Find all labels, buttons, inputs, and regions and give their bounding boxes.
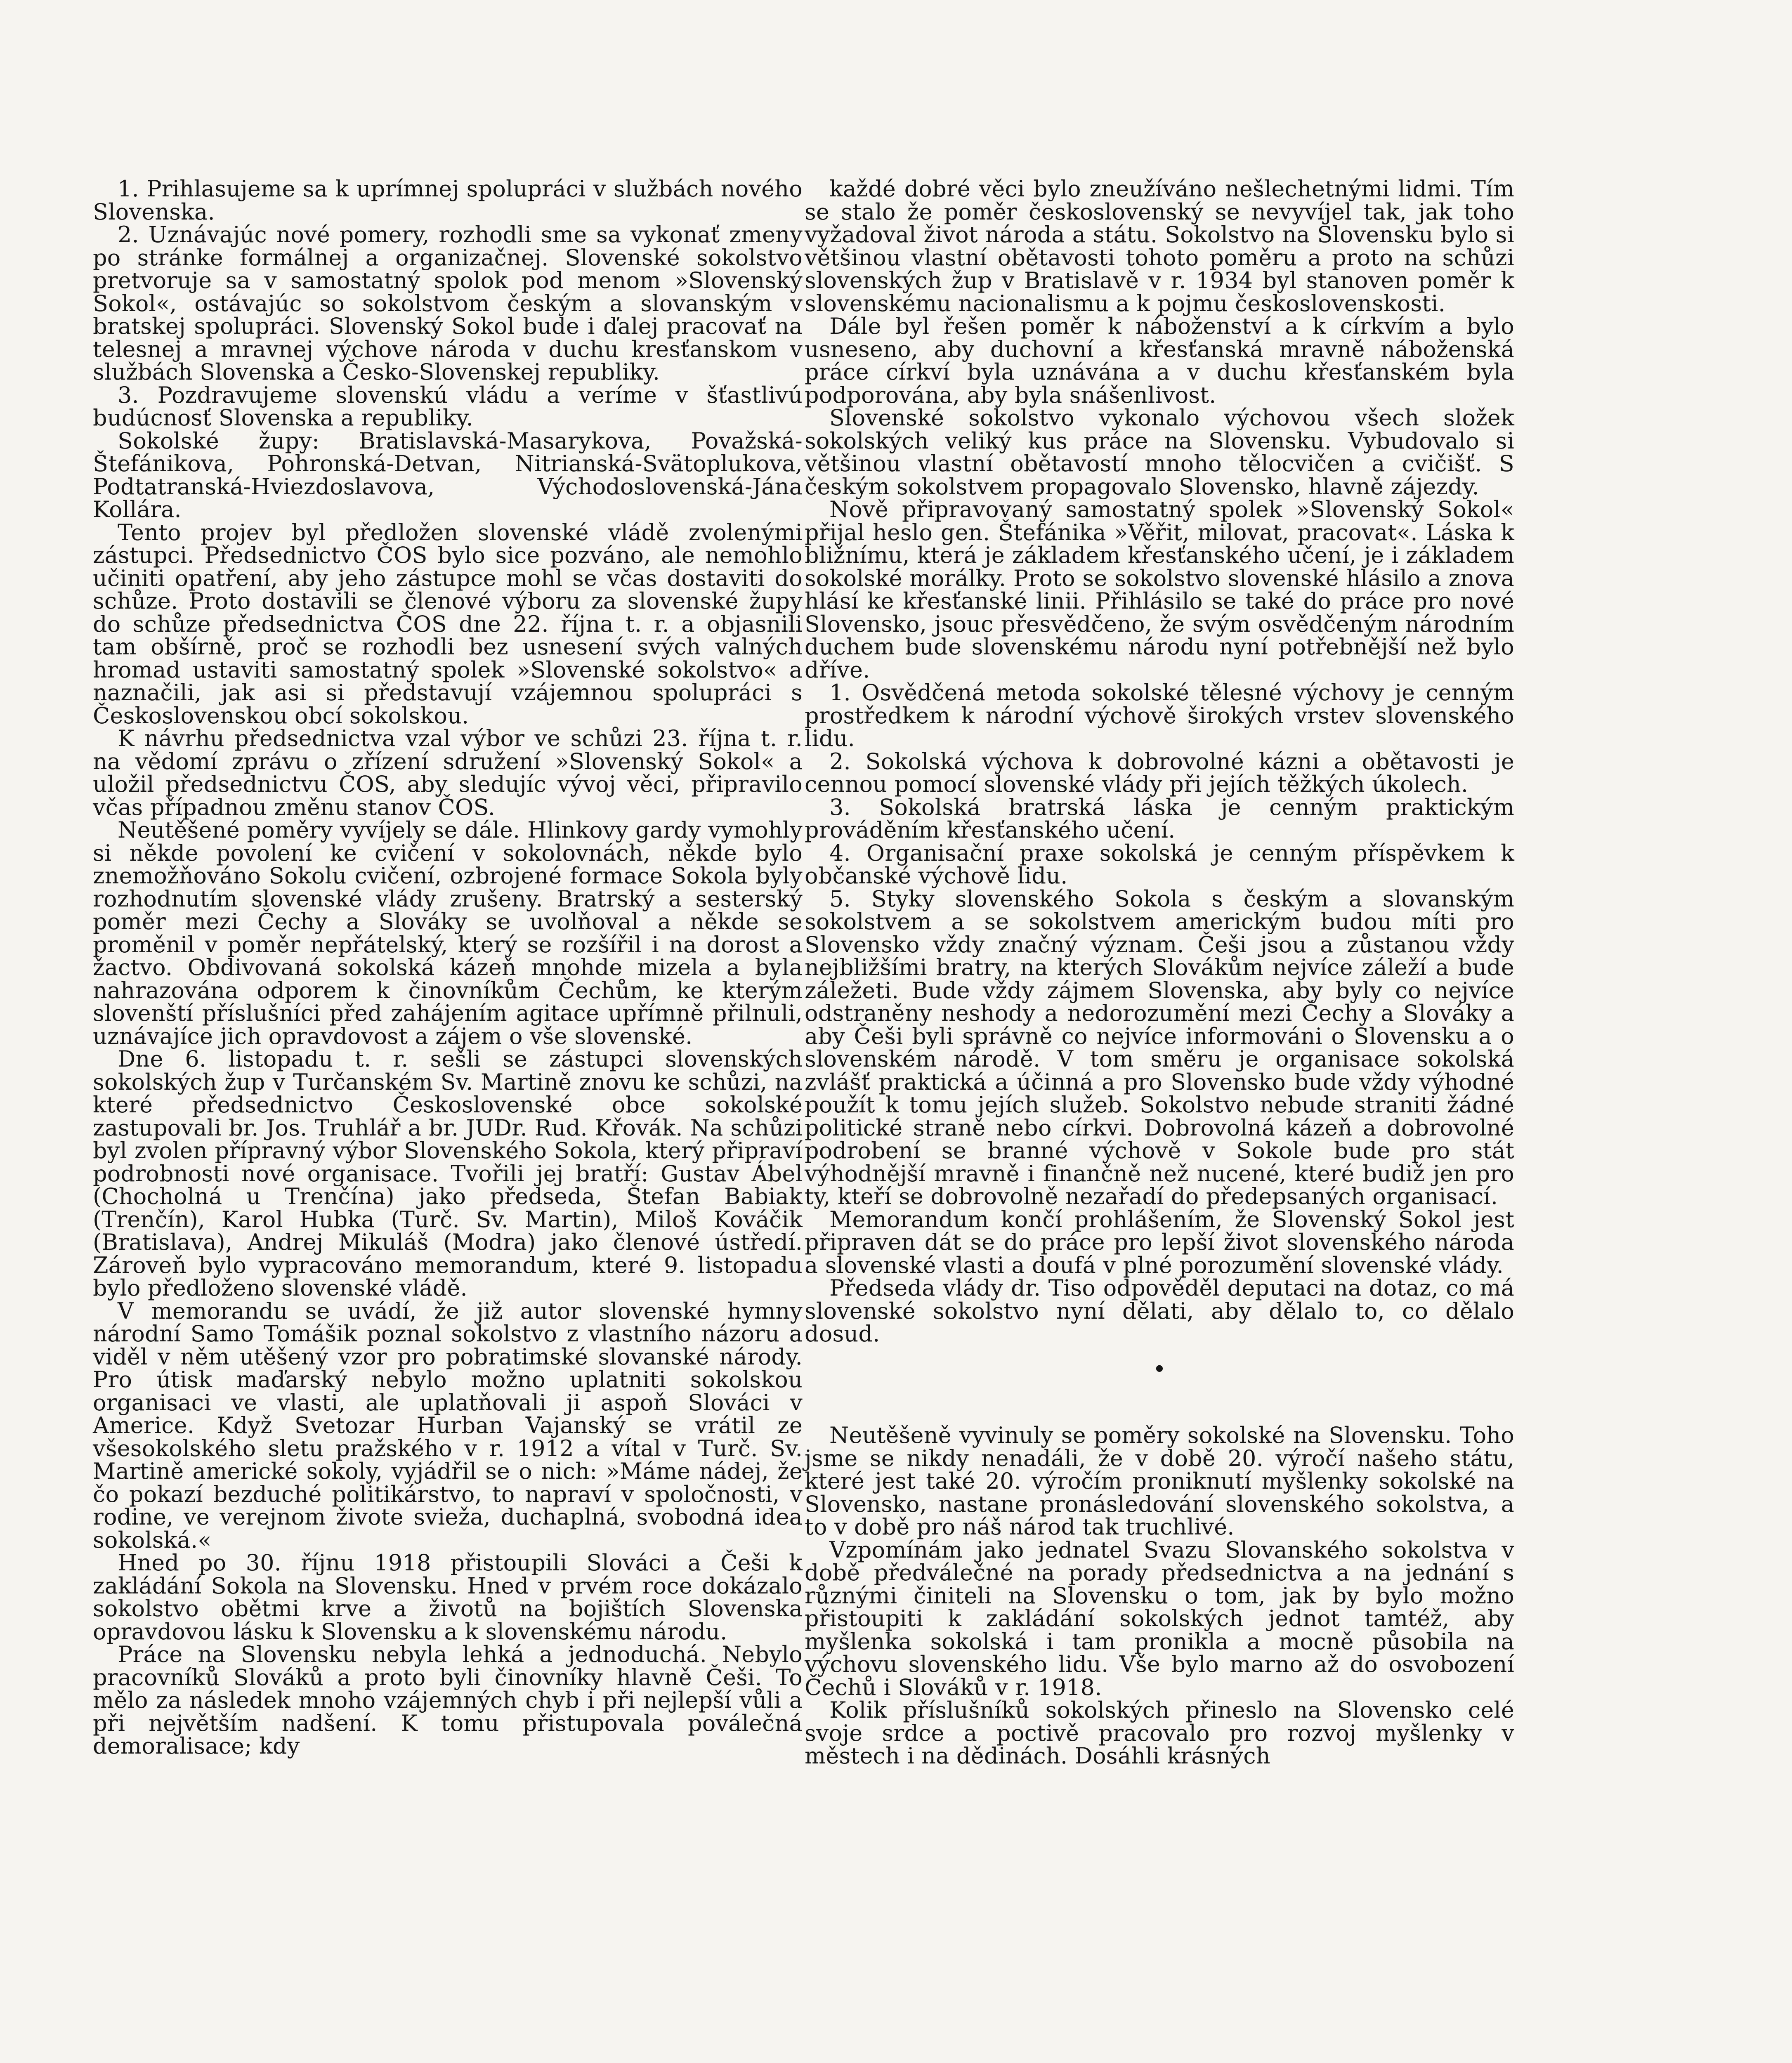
paragraph: Dne 6. listopadu t. r. sešli se zástupci slovenských sokolských žup v Turčanském Sv. Martině znovu ke schůzi, na které předsednictvo Československé obce sokolské zastupovali br. Jos. Truhlář a br. JUDr. Rud. Křovák. Na schůzi byl zvolen přípravný výbor Slovenského Sokola, který připraví podrobnosti nové organisace. Tvořili jej bratří: Gustav Ábel (Chocholná u Trenčína) jako předseda, Štefan Babiak (Trenčín), Karol Hubka (Turč. Sv. Martin), Miloš Kováčik (Bratislava), Andrej Mikuláš (Modra) jako členové ústředí. Zároveň bylo vypracováno memorandum, které 9. listopadu bylo předloženo slovenské vládě. [93,1046,803,1301]
paragraph: K návrhu předsednictva vzal výbor ve schůzi 23. října t. r. na vědomí zprávu o zřízení sdružení »Slovenský Sokol« a uložil předsednictvu ČOS, aby sledujíc vývoj věci, připravilo včas případnou změnu stanov ČOS. [93,725,803,820]
paragraph: 3. Pozdravujeme slovenskú vládu a veríme v šťastlivú budúcnosť Slovenska a republiky. [93,382,803,431]
paragraph: Neutěšeně vyvinuly se poměry sokolské na Slovensku. Toho jsme se nikdy nenadáli, že v době 20. výročí našeho státu, které jest také 20. výročím proniknutí myšlenky sokolské na Slovensko, nastane pronásledování slovenského sokolstva, a to v době pro náš národ tak truchlivé. [805,1422,1514,1540]
paragraph: Memorandum končí prohlášením, že Slovenský Sokol jest připraven dát se do práce pro lepší život slovenského národa a slovenské vlasti a doufá v plné porozumění slovenské vlády. [805,1206,1514,1278]
paragraph: Vzpomínám jako jednatel Svazu Slovanského sokolstva v době předválečné na porady předsednictva a na jednání s různými činiteli na Slovensku o tom, jak by bylo možno přistoupiti k zakládání sokolských jednot tamtéž, aby myšlenka sokolská i tam pronikla a mocně působila na výchovu slovenského lidu. Vše bylo marno až do osvobození Čechů i Slováků v r. 1918. [805,1537,1514,1700]
paragraph: Neutěšené poměry vyvíjely se dále. Hlinkovy gardy vymohly si někde povolení ke cvičení v sokolovnách, někde bylo znemožňováno Sokolu cvičení, ozbrojené formace Sokola byly rozhodnutím slovenské vlády zrušeny. Bratrský a sesterský poměr mezi Čechy a Slováky se uvolňoval a někde se proměnil v poměr nepřátelský, který se rozšířil i na dorost a žactvo. Obdivovaná sokolská kázeň mnohde mizela a byla nahrazována odporem k činovníkům Čechům, ke kterým slovenští příslušníci před zahájením agitace upřímně přilnuli, uznávajíce jich opravdovost a zájem o vše slovenské. [93,817,803,1049]
paragraph: 5. Styky slovenského Sokola s českým a slovanským sokolstvem a se sokolstvem americkým budou míti pro Slovensko vždy značný význam. Češi jsou a zůstanou vždy nejbližšími bratry, na kterých Slovákům nejvíce záleží a bude záležeti. Bude vždy zájmem Slovenska, aby byly co nejvíce odstraněny neshody a nedorozumění mezi Čechy a Slováky a aby Češi byli správně co nejvíce informováni o Slovensku a o slovenském národě. V tom směru je organisace sokolská zvlášť praktická a účinná a pro Slovensko bude vždy výhodné použít k tomu jejích služeb. Sokolstvo nebude straniti žádné politické straně nebo církvi. Dobrovolná kázeň a dobrovolné podrobení se branné výchově v Sokole bude pro stát výhodnější mravně i finančně než nucené, které budiž jen pro ty, kteří se dobrovolně nezařadí do předepsaných organisací. [805,885,1514,1209]
paragraph: Dále byl řešen poměr k náboženství a k církvím a bylo usneseno, aby duchovní a křesťanská mravně náboženská práce církví byla uznávána a v duchu křesťanském byla podporována, aby byla snášenlivost. [805,313,1514,408]
paragraph: 4. Organisační praxe sokolská je cenným příspěvkem k občanské výchově lidu. [805,840,1514,889]
paragraph: každé dobré věci bylo zneužíváno nešlechetnými lidmi. Tím se stalo že poměr československý se nevyvíjel tak, jak toho vyžadoval život národa a státu. Sokolstvo na Slovensku bylo si většinou vlastní obětavosti tohoto poměru a proto na schůzi slovenských žup v Bratislavě v r. 1934 byl stanoven poměr k slovenskému nacionalismu a k pojmu československosti. [805,176,1514,316]
left-column [93,177,803,1758]
paragraph: Tento projev byl předložen slovenské vládě zvolenými zástupci. Předsednictvo ČOS bylo sice pozváno, ale nemohlo učiniti opatření, aby jeho zástupce mohl se včas dostaviti do schůze. Proto dostavili se členové výboru za slovenské župy do schůze předsednictva ČOS dne 22. října t. r. a objasnili tam obšírně, proč se rozhodli bez usnesení svých valných hromad ustaviti samostatný spolek »Slovenské sokolstvo« a naznačili, jak asi si představují vzájemnou spolupráci s Československou obcí sokolskou. [93,519,803,729]
paragraph: Sokolské župy: Bratislavská-Masarykova, Považská-Štefánikova, Pohronská-Detvan, Nitrianská-Svätoplukova, Podtatranská-Hviezdoslavova, Východoslovenská-Jána Kollára. [93,427,803,522]
paragraph: V memorandu se uvádí, že již autor slovenské hymny národní Samo Tomášik poznal sokolstvo z vlastního názoru a viděl v něm utěšený vzor pro pobratimské slovanské národy. Pro útisk maďarský nebylo možno uplatniti sokolskou organisaci ve vlasti, ale uplatňovali ji aspoň Slováci v Americe. Když Svetozar Hurban Vajanský se vrátil ze všesokolského sletu pražského v r. 1912 a vítal v Turč. Sv. Martině americké sokoly, vyjádřil se o nich: »Máme nádej, že čo pokazí bezduché politikárstvo, to napraví v spoločnosti, v rodine, ve verejnom živote svieža, duchaplná, svobodná idea sokolská.« [93,1298,803,1553]
paragraph: Nově připravovaný samostatný spolek »Slovenský Sokol« přijal heslo gen. Štefánika »Věřit, milovat, pracovat«. Láska k bližnímu, která je základem křesťanského učení, je i základem sokolské morálky. Proto se sokolstvo slovenské hlásilo a znova hlásí ke křesťanské linii. Přihlásilo se také do práce pro nové Slovensko, jsouc přesvědčeno, že svým osvědčeným národním duchem bude slovenskému národu nyní potřebnější než bylo dříve. [805,496,1514,683]
right-column [805,177,1514,1768]
paragraph: Hned po 30. říjnu 1918 přistoupili Slováci a Češi k zakládání Sokola na Slovensku. Hned v prvém roce dokázalo sokolstvo obětmi krve a životů na bojištích Slovenska opravdovou lásku k Slovensku a k slovenskému národu. [93,1550,803,1645]
paragraph: Slovenské sokolstvo vykonalo výchovou všech složek sokolských veliký kus práce na Slovensku. Vybudovalo si většinou vlastní obětavostí mnoho tělocvičen a cvičišť. S českým sokolstvem propagovalo Slovensko, hlavně zájezdy. [805,405,1514,500]
section-separator: • [1153,1357,1166,1380]
paragraph: 1. Osvědčená metoda sokolské tělesné výchovy je cenným prostředkem k národní výchově širokých vrstev slovenského lidu. [805,680,1514,751]
paragraph: Předseda vlády dr. Tiso odpověděl deputaci na dotaz, co má slovenské sokolstvo nyní dělati, aby dělalo to, co dělalo dosud. [805,1275,1514,1347]
paragraph: 2. Sokolská výchova k dobrovolné kázni a obětavosti je cennou pomocí slovenské vlády při jejích těžkých úkolech. [805,748,1514,797]
paragraph: 1. Prihlasujeme sa k uprímnej spolupráci v službách nového Slovenska. [93,176,803,225]
paragraph: 2. Uznávajúc nové pomery, rozhodli sme sa vykonať zmeny po stránke formálnej a organizačnej. Slovenské sokolstvo pretvoruje sa v samostatný spolok pod menom »Slovenský Sokol«, ostávajúc so sokolstvom českým a slovanským v bratskej spolupráci. Slovenský Sokol bude i ďalej pracovať na telesnej a mravnej výchove národa v duchu kresťanskom v službách Slovenska a Česko-Slovenskej republiky. [93,222,803,385]
paragraph: Kolik příslušníků sokolských přineslo na Slovensko celé svoje srdce a poctivě pracovalo pro rozvoj myšlenky v městech i na dědinách. Dosáhli krásných [805,1697,1514,1769]
paragraph: 3. Sokolská bratrská láska je cenným praktickým prováděním křesťanského učení. [805,794,1514,843]
paragraph: Práce na Slovensku nebyla lehká a jednoduchá. Nebylo pracovníků Slováků a proto byli činovníky hlavně Češi. To mělo za následek mnoho vzájemných chyb i při nejlepší vůli a při největším nadšení. K tomu přistupovala poválečná demoralisace; kdy [93,1641,803,1759]
